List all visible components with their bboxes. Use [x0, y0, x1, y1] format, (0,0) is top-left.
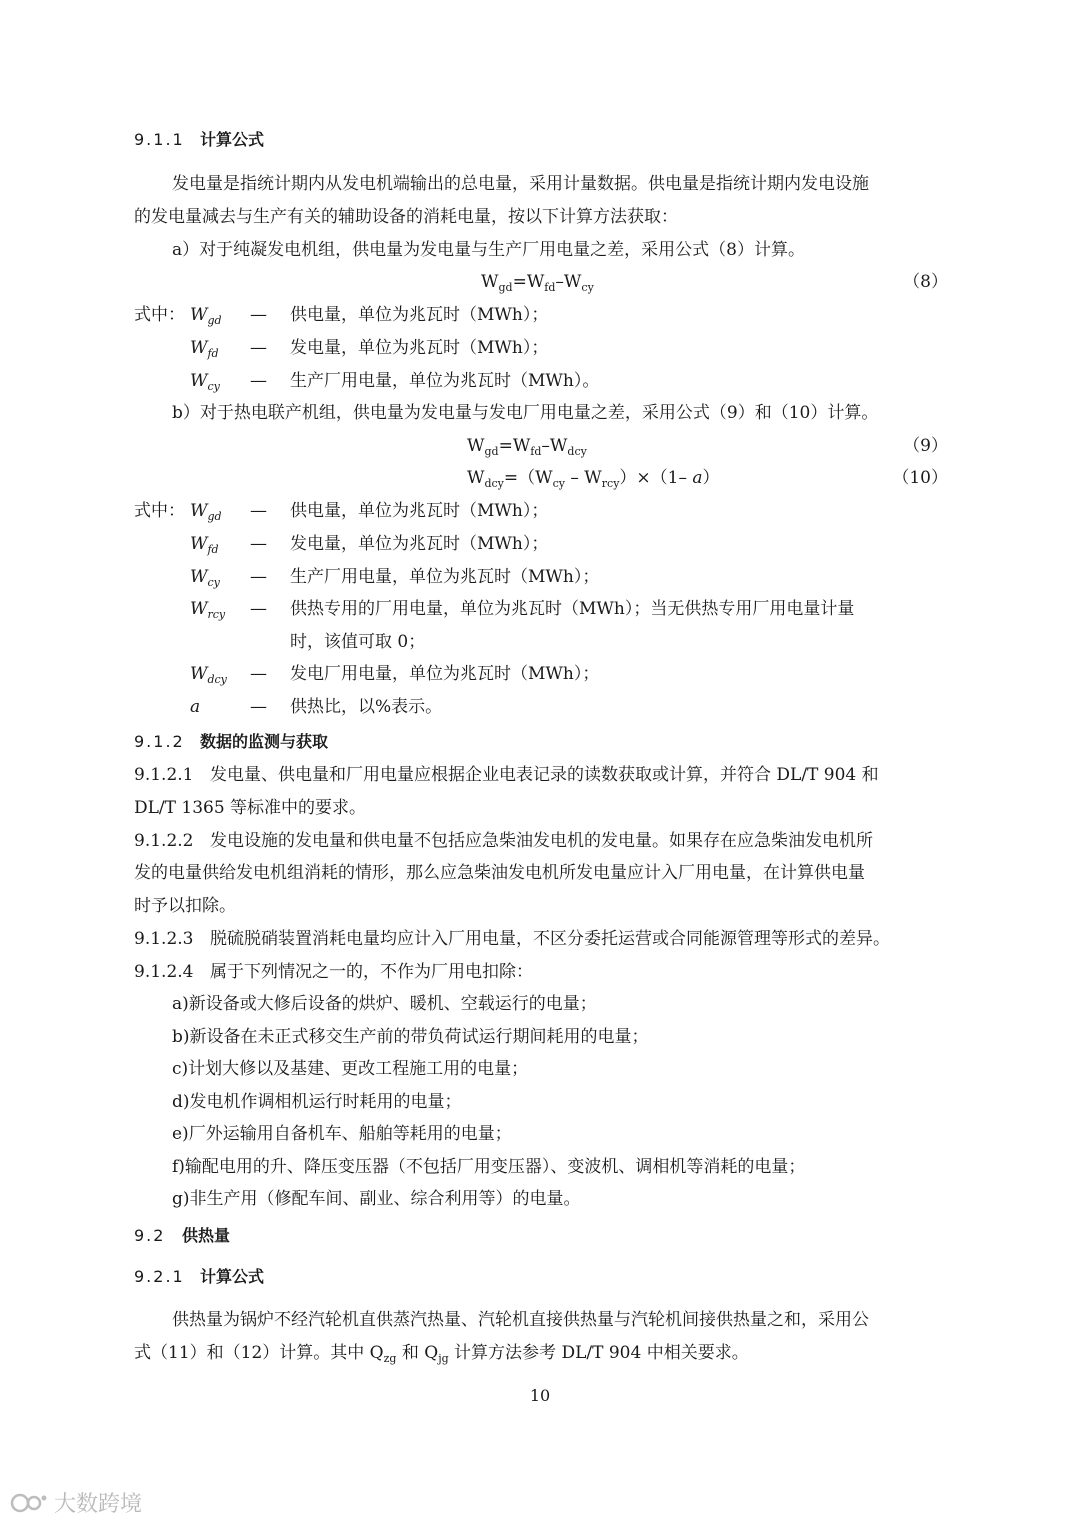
paragraph-line: DL/T 1365 等标准中的要求。	[134, 798, 367, 818]
where-label: 式中：	[134, 305, 185, 325]
symbol: $W_{rcy}$	[190, 599, 226, 621]
item-b: b）对于热电联产机组，供电量为发电量与发电厂用电量之差，采用公式（9）和（10）计算。	[172, 403, 879, 423]
definition: 供热专用的厂用电量，单位为兆瓦时（MWh）；当无供热专用厂用电量计量	[290, 599, 855, 619]
list-item: e)厂外运输用自备机车、船舶等耗用的电量；	[172, 1124, 512, 1144]
watermark	[10, 1487, 142, 1518]
list-item: a)新设备或大修后设备的烘炉、暖机、空载运行的电量；	[172, 994, 597, 1014]
paragraph-line: 发电量是指统计期内从发电机端输出的总电量，采用计量数据。供电量是指统计期内发电设施	[172, 174, 869, 194]
symbol: $W_{fd}$	[190, 534, 219, 556]
item-a: a）对于纯凝发电机组，供电量为发电量与生产厂用电量之差，采用公式（8）计算。	[172, 240, 805, 260]
heading-9-1-1: 9.1.1 计算公式	[134, 130, 265, 149]
dash: —	[250, 567, 267, 587]
symbol: $W_{cy}$	[190, 567, 220, 589]
page-number: 10	[529, 1386, 551, 1405]
heading-9-2-1: 9.2.1 计算公式	[134, 1267, 265, 1286]
watermark-logo-icon	[10, 1492, 48, 1514]
definition: 发电量，单位为兆瓦时（MWh）；	[290, 534, 549, 554]
watermark-text: 大数跨境	[54, 1492, 143, 1517]
definition: 供电量，单位为兆瓦时（MWh）；	[290, 501, 549, 521]
formula-8: $W_{gd}=W_{fd}-W_{cy}$	[481, 272, 594, 294]
paragraph-line: 式（11）和（12）计算。其中 $Q_{zg}$ 和 $Q_{jg}$ 计算方法参考 DL/T 904 中相关要求。	[134, 1343, 749, 1365]
heading-9-2: 9.2 供热量	[134, 1226, 231, 1245]
definition: 供热比，以%表示。	[290, 697, 443, 717]
dash: —	[250, 501, 267, 521]
definition: 发电量，单位为兆瓦时（MWh）；	[290, 338, 549, 358]
dash: —	[250, 534, 267, 554]
where-label: 式中：	[134, 501, 185, 521]
definition: 生产厂用电量，单位为兆瓦时（MWh）。	[290, 371, 600, 391]
formula-number-8: （8）	[903, 272, 948, 292]
clause-9-1-2-3: 9.1.2.3 脱硫脱硝装置消耗电量均应计入厂用电量，不区分委托运营或合同能源管理等形式的差异。	[134, 929, 890, 949]
symbol: $W_{fd}$	[190, 338, 219, 360]
definition: 生产厂用电量，单位为兆瓦时（MWh）；	[290, 567, 600, 587]
formula-number-9: （9）	[903, 436, 948, 456]
formula-9: $W_{gd}=W_{fd}-W_{dcy}$	[467, 436, 587, 458]
paragraph-line: 的发电量减去与生产有关的辅助设备的消耗电量，按以下计算方法获取：	[134, 207, 678, 227]
list-item: c)计划大修以及基建、更改工程施工用的电量；	[172, 1059, 529, 1079]
formula-number-10: （10）	[892, 468, 948, 488]
paragraph-line: 发的电量供给发电机组消耗的情形，那么应急柴油发电机所发电量应计入厂用电量，在计算供电量	[134, 863, 865, 883]
symbol: $W_{dcy}$	[190, 664, 227, 686]
clause-9-1-2-2: 9.1.2.2 发电设施的发电量和供电量不包括应急柴油发电机的发电量。如果存在应急柴油发电机所	[134, 831, 873, 851]
list-item: b)新设备在未正式移交生产前的带负荷试运行期间耗用的电量；	[172, 1027, 649, 1047]
dash: —	[250, 664, 267, 684]
heading-9-1-2: 9.1.2 数据的监测与获取	[134, 732, 329, 751]
list-item: g)非生产用（修配车间、副业、综合利用等）的电量。	[172, 1189, 581, 1209]
dash: —	[250, 305, 267, 325]
definition: 供电量，单位为兆瓦时（MWh）；	[290, 305, 549, 325]
paragraph-line: 时予以扣除。	[134, 896, 236, 916]
clause-9-1-2-1: 9.1.2.1 发电量、供电量和厂用电量应根据企业电表记录的读数获取或计算，并符合 DL/T 904 和	[134, 765, 879, 785]
list-item: f)输配电用的升、降压变压器（不包括厂用变压器）、变波机、调相机等消耗的电量；	[172, 1157, 806, 1177]
dash: —	[250, 697, 267, 717]
symbol: $W_{gd}$	[190, 305, 222, 327]
symbol: $W_{cy}$	[190, 371, 220, 393]
clause-9-1-2-4: 9.1.2.4 属于下列情况之一的，不作为厂用电扣除：	[134, 962, 533, 982]
paragraph-line: 供热量为锅炉不经汽轮机直供蒸汽热量、汽轮机直接供热量与汽轮机间接供热量之和，采用公	[172, 1310, 869, 1330]
dash: —	[250, 371, 267, 391]
symbol: a	[190, 697, 201, 717]
dash: —	[250, 338, 267, 358]
dash: —	[250, 599, 267, 619]
list-item: d)发电机作调相机运行时耗用的电量；	[172, 1092, 462, 1112]
symbol: $W_{gd}$	[190, 501, 222, 523]
definition: 发电厂用电量，单位为兆瓦时（MWh）；	[290, 664, 600, 684]
formula-10: $W_{dcy}=(W_{cy} - W_{rcy})\times(1-$ a）	[467, 468, 720, 490]
definition-continued: 时，该值可取 0；	[290, 632, 426, 652]
